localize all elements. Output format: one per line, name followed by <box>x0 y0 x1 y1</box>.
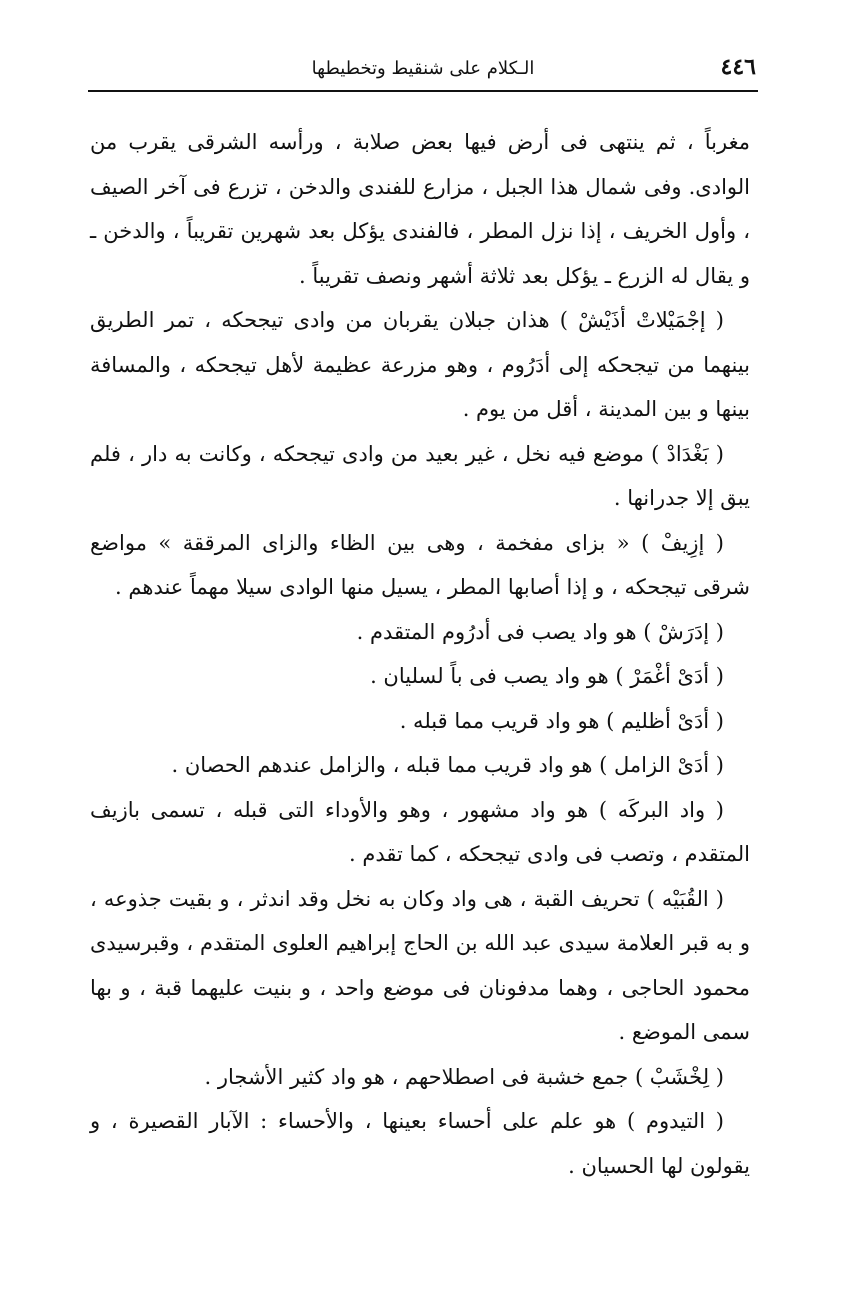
running-head: الـكلام على شنقيط وتخطيطها <box>311 58 535 79</box>
paragraph: ( واد البركَه ) هو واد مشهور ، وهو والأوداء التى قبله ، تسمى بازيف المتقدم ، وتصب فى وادى تيجحكه ، كما تقدم . <box>90 797 750 866</box>
paragraph: ( أدَىْ أغْمَرْ ) هو واد يصب فى باً لسليان . <box>370 664 724 688</box>
paragraph: ( إجْمَيْلاتْ أذَيْشْ ) هذان جبلان يقربان من وادى تيجحكه ، تمر الطريق بينهما من تيجحكه إلى أدَرُوم ، وهو مزرعة عظيمة لأهل تيجحكه ، والمسافة بينها و بين المدينة ، أقل من يوم . <box>90 308 750 421</box>
paragraph: ( التيدوم ) هو علم على أحساء بعينها ، والأحساء : الآبار القصيرة ، و يقولون لها الحسيان . <box>90 1109 750 1178</box>
page-number: ٤٤٦ <box>720 54 756 80</box>
body-text <box>90 120 750 1188</box>
paragraph: مغرباً ، ثم ينتهى فى أرض فيها بعض صلابة ، ورأسه الشرقى يقرب من الوادى. وفى شمال هذا الجبل ، مزارع للفندى والدخن ، تزرع فى آخر الصيف ، وأول الخريف ، إذا نزل المطر ، فالفندى يؤكل بعد شهرين تقريباً ، والدخن ـ و يقال له الزرع ـ يؤكل بعد ثلاثة أشهر ونصف تقريباً . <box>90 130 750 288</box>
paragraph: ( القُبَيْه ) تحريف القبة ، هى واد وكان به نخل وقد اندثر ، و بقيت جذوعه ، و به قبر العلامة سيدى عبد الله بن الحاج إبراهيم العلوى المتقدم ، وقبرسيدى محمود الحاجى ، وهما مدفونان فى موضع واحد ، و بنيت عليهما قبة ، و بها سمى الموضع . <box>90 886 750 1044</box>
paragraph: ( إزِيفْ ) « بزاى مفخمة ، وهى بين الظاء والزاى المرققة » مواضع شرقى تيجحكه ، و إذا أصابها المطر ، يسيل منها الوادى سيلا مهماً عندهم . <box>90 530 750 599</box>
paragraph: ( بَغْدَادْ ) موضع فيه نخل ، غير بعيد من وادى تيجحكه ، وكانت به دار ، فلم يبق إلا جدرانها . <box>90 441 750 510</box>
paragraph: ( لِخْشَبْ ) جمع خشبة فى اصطلاحهم ، هو واد كثير الأشجار . <box>204 1064 724 1089</box>
paragraph: ( أدَىْ أظليم ) هو واد قريب مما قبله . <box>399 708 724 733</box>
paragraph: ( أدَىْ الزامل ) هو واد قريب مما قبله ، والزامل عندهم الحصان . <box>171 753 724 777</box>
page-header <box>88 52 758 92</box>
paragraph: ( إدَرَشْ ) هو واد يصب فى أدرُوم المتقدم . <box>356 619 724 644</box>
